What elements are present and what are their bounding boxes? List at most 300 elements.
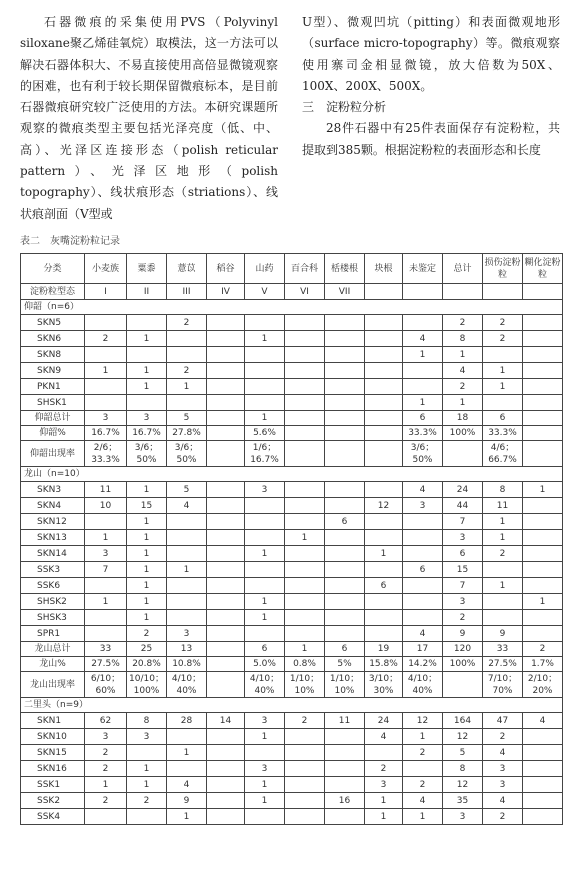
row-label: SKN3 <box>21 482 85 498</box>
table-cell <box>523 315 563 331</box>
row-label: SPR1 <box>21 626 85 642</box>
table-cell <box>523 745 563 761</box>
table-cell: 1 <box>443 395 483 411</box>
table-cell <box>127 347 167 363</box>
table-row <box>21 482 563 498</box>
table-cell: 4/10； 40% <box>167 672 207 698</box>
table-cell <box>167 347 207 363</box>
table-row <box>21 594 563 610</box>
table-cell <box>365 331 403 347</box>
table-cell <box>403 514 443 530</box>
table-cell <box>523 347 563 363</box>
total-row <box>21 411 563 426</box>
table-cell: 1 <box>245 546 285 562</box>
table-cell: 13 <box>167 642 207 657</box>
table-cell: 18 <box>443 411 483 426</box>
table-cell: 9 <box>443 626 483 642</box>
table-cell: 33.3% <box>483 426 523 441</box>
row-label: 龙山% <box>21 657 85 672</box>
table-row <box>21 610 563 626</box>
table-row <box>21 713 563 729</box>
table-cell: VI <box>285 284 325 300</box>
table-cell: 15 <box>127 498 167 514</box>
table-cell <box>127 315 167 331</box>
table-cell: 8 <box>443 761 483 777</box>
table-cell: 33 <box>483 642 523 657</box>
table-cell: 7/10； 70% <box>483 672 523 698</box>
row-label: SSK6 <box>21 578 85 594</box>
table-cell: 3 <box>167 626 207 642</box>
table-cell: 1 <box>127 761 167 777</box>
table-cell: 4 <box>403 331 443 347</box>
table-cell: 11 <box>85 482 127 498</box>
table-cell <box>285 761 325 777</box>
table-cell <box>207 761 245 777</box>
table-cell <box>443 284 483 300</box>
table-cell <box>483 395 523 411</box>
table-cell: 4 <box>167 777 207 793</box>
table-cell <box>523 729 563 745</box>
table-cell: 6 <box>403 562 443 578</box>
table-cell <box>523 530 563 546</box>
table-cell: 6 <box>483 411 523 426</box>
table-cell: 1 <box>285 530 325 546</box>
table-cell: 1 <box>403 729 443 745</box>
table-cell <box>483 284 523 300</box>
percent-row <box>21 426 563 441</box>
table-row <box>21 514 563 530</box>
table-cell <box>207 642 245 657</box>
table-cell <box>365 315 403 331</box>
table-cell: 12 <box>443 729 483 745</box>
table-cell: 1 <box>127 331 167 347</box>
table-cell <box>523 331 563 347</box>
table-cell <box>325 562 365 578</box>
table-cell <box>207 793 245 809</box>
percent-row <box>21 657 563 672</box>
table-cell: 1/10； 10% <box>285 672 325 698</box>
table-cell <box>245 809 285 825</box>
row-label: SKN6 <box>21 331 85 347</box>
table-cell <box>207 809 245 825</box>
table-cell: 6 <box>325 514 365 530</box>
table-cell: 8 <box>483 482 523 498</box>
table-row <box>21 809 563 825</box>
table-cell <box>207 562 245 578</box>
table-cell <box>245 347 285 363</box>
table-cell <box>285 395 325 411</box>
table-cell: 28 <box>167 713 207 729</box>
table-row <box>21 395 563 411</box>
table-cell: 100% <box>443 657 483 672</box>
table-cell <box>167 514 207 530</box>
table-cell: 3 <box>245 761 285 777</box>
table-row <box>21 729 563 745</box>
table-cell <box>523 514 563 530</box>
table-cell: 1 <box>483 578 523 594</box>
table-cell: 1 <box>85 363 127 379</box>
table-cell <box>325 347 365 363</box>
table-cell: 6 <box>365 578 403 594</box>
table-cell: 2/6； 33.3% <box>85 441 127 467</box>
table-cell: 100% <box>443 426 483 441</box>
table-cell <box>325 395 365 411</box>
table-cell: 4 <box>403 793 443 809</box>
table-cell <box>285 610 325 626</box>
row-label: SHSK1 <box>21 395 85 411</box>
row-label: 龙山出现率 <box>21 672 85 698</box>
table-cell: 3 <box>443 594 483 610</box>
table-cell <box>325 363 365 379</box>
table-cell <box>365 562 403 578</box>
table-cell <box>285 347 325 363</box>
table-cell <box>127 809 167 825</box>
table-cell: 164 <box>443 713 483 729</box>
table-cell <box>285 411 325 426</box>
table-cell: 3/10； 30% <box>365 672 403 698</box>
table-cell: 2 <box>85 761 127 777</box>
table-cell: 24 <box>443 482 483 498</box>
table-cell: 2 <box>85 793 127 809</box>
table-cell: 4 <box>483 745 523 761</box>
table-cell: 14 <box>207 713 245 729</box>
table-cell: 2 <box>483 331 523 347</box>
table-cell <box>483 347 523 363</box>
table-cell: I <box>85 284 127 300</box>
row-label: SKN16 <box>21 761 85 777</box>
table-caption: 表二 灰嘴淀粉粒记录 <box>20 236 120 247</box>
table-cell <box>207 546 245 562</box>
table-cell <box>127 395 167 411</box>
table-row <box>21 745 563 761</box>
table-cell <box>207 514 245 530</box>
table-cell <box>207 777 245 793</box>
table-cell: 24 <box>365 713 403 729</box>
table-cell: 1 <box>127 482 167 498</box>
table-cell <box>167 729 207 745</box>
table-cell: 块根 <box>365 254 403 284</box>
table-cell: 1 <box>285 642 325 657</box>
table-cell: 1 <box>127 546 167 562</box>
table-cell: 27.5% <box>85 657 127 672</box>
table-cell <box>207 411 245 426</box>
table-cell: 2 <box>443 315 483 331</box>
table-cell <box>403 546 443 562</box>
table-cell: 33.3% <box>403 426 443 441</box>
table-cell <box>523 379 563 395</box>
table-cell: 1 <box>167 809 207 825</box>
row-label: 龙山总计 <box>21 642 85 657</box>
starch-grain-table <box>20 253 563 825</box>
row-label: SKN4 <box>21 498 85 514</box>
table-cell <box>207 594 245 610</box>
table-cell: 11 <box>483 498 523 514</box>
table-cell: 120 <box>443 642 483 657</box>
table-cell: 6 <box>325 642 365 657</box>
table-cell: 2 <box>483 729 523 745</box>
total-row <box>21 642 563 657</box>
table-cell <box>523 626 563 642</box>
table-cell: 3/6； 50% <box>167 441 207 467</box>
row-label: PKN1 <box>21 379 85 395</box>
table-cell <box>285 578 325 594</box>
table-cell: 1 <box>245 610 285 626</box>
table-cell <box>127 745 167 761</box>
row-label: SSK4 <box>21 809 85 825</box>
table-cell <box>285 793 325 809</box>
table-cell <box>523 610 563 626</box>
row-label: SKN5 <box>21 315 85 331</box>
table-row <box>21 498 563 514</box>
table-cell: 1 <box>85 777 127 793</box>
table-cell: V <box>245 284 285 300</box>
row-label: SHSK2 <box>21 594 85 610</box>
table-cell <box>207 626 245 642</box>
table-cell: 1 <box>127 578 167 594</box>
table-cell: 62 <box>85 713 127 729</box>
table-row <box>21 315 563 331</box>
table-cell: 1 <box>365 793 403 809</box>
table-cell: 17 <box>403 642 443 657</box>
table-cell: 2 <box>85 745 127 761</box>
table-cell <box>325 482 365 498</box>
table-cell: 1 <box>245 729 285 745</box>
row-label: SKN14 <box>21 546 85 562</box>
table-cell <box>523 809 563 825</box>
table-cell: 1 <box>245 777 285 793</box>
table-cell: 4 <box>443 363 483 379</box>
table-cell <box>207 482 245 498</box>
table-cell: 3 <box>127 729 167 745</box>
table-cell: 1 <box>523 594 563 610</box>
table-cell <box>207 441 245 467</box>
table-cell <box>365 363 403 379</box>
row-label: 仰韶% <box>21 426 85 441</box>
table-cell: 2 <box>523 642 563 657</box>
row-label: SKN1 <box>21 713 85 729</box>
table-cell: 1 <box>127 379 167 395</box>
occurrence-row <box>21 672 563 698</box>
table-cell <box>325 578 365 594</box>
table-cell <box>85 578 127 594</box>
table-cell <box>245 626 285 642</box>
table-cell: 总计 <box>443 254 483 284</box>
table-cell: 1 <box>443 347 483 363</box>
row-label: 淀粉粒型态 <box>21 284 85 300</box>
table-cell: 1 <box>403 347 443 363</box>
table-cell: 33 <box>85 642 127 657</box>
table-cell <box>207 530 245 546</box>
table-cell <box>245 315 285 331</box>
table-cell <box>207 672 245 698</box>
table-cell <box>523 284 563 300</box>
table-cell: 5.0% <box>245 657 285 672</box>
table-cell: 12 <box>365 498 403 514</box>
table-cell <box>523 578 563 594</box>
table-cell <box>325 745 365 761</box>
table-cell <box>523 395 563 411</box>
table-cell: 4 <box>523 713 563 729</box>
table-cell: 损伤淀粉粒 <box>483 254 523 284</box>
table-cell: 2 <box>365 761 403 777</box>
table-cell <box>365 441 403 467</box>
table-cell: 1 <box>245 594 285 610</box>
table-cell <box>285 745 325 761</box>
table-cell <box>285 441 325 467</box>
table-cell: 稻谷 <box>207 254 245 284</box>
table-cell: 3 <box>127 411 167 426</box>
table-cell: 5% <box>325 657 365 672</box>
table-cell: 5 <box>443 745 483 761</box>
table-cell <box>207 347 245 363</box>
table-cell: 4 <box>167 498 207 514</box>
table-cell: 1 <box>245 411 285 426</box>
table-cell: 3 <box>443 530 483 546</box>
table-cell: 6 <box>443 546 483 562</box>
table-cell: 3 <box>403 498 443 514</box>
table-cell <box>85 626 127 642</box>
table-cell <box>207 363 245 379</box>
table-cell: 2 <box>403 777 443 793</box>
table-cell: 2 <box>443 610 483 626</box>
table-cell <box>85 809 127 825</box>
table-cell: 19 <box>365 642 403 657</box>
table-cell <box>207 426 245 441</box>
row-label: SSK2 <box>21 793 85 809</box>
table-cell <box>365 482 403 498</box>
table-cell <box>325 546 365 562</box>
table-cell: VII <box>325 284 365 300</box>
table-cell: 1 <box>127 594 167 610</box>
table-cell <box>285 363 325 379</box>
group-title: 二里头（n=9） <box>21 698 563 713</box>
table-cell <box>167 546 207 562</box>
left-paragraph: 石器微痕的采集使用PVS（Polyvinyl siloxane聚乙烯硅氧烷）取模法，这一方法可以解决石器体积大、不易直接使用高倍显微镜观察的困难，也有利于较长期保留微痕标本，是目前石器微痕研究较广泛使用的方法。本研究课题所观察的微痕类型主要包括光泽亮度（低、中、高）、光泽区连接形态（polish reticular pattern）、光泽区地形（polish topography）、线状痕形态（striations）、线状痕剖面（V型或 <box>20 15 278 221</box>
table-cell: 11 <box>325 713 365 729</box>
table-cell: 1 <box>403 809 443 825</box>
table-cell <box>245 530 285 546</box>
table-cell: 12 <box>403 713 443 729</box>
table-cell <box>285 594 325 610</box>
table-cell <box>245 745 285 761</box>
table-cell: 3/6； 50% <box>403 441 443 467</box>
table-cell <box>403 379 443 395</box>
table-cell <box>285 562 325 578</box>
table-cell <box>365 426 403 441</box>
group-title-row <box>21 698 563 713</box>
table-cell: 1 <box>127 777 167 793</box>
row-label: 仰韶出现率 <box>21 441 85 467</box>
row-label: SHSK3 <box>21 610 85 626</box>
table-cell <box>325 498 365 514</box>
table-cell <box>523 441 563 467</box>
group-title: 龙山（n=10） <box>21 467 563 482</box>
table-cell: 7 <box>85 562 127 578</box>
table-cell <box>167 594 207 610</box>
table-cell: 2 <box>167 363 207 379</box>
table-cell: 2 <box>127 626 167 642</box>
occurrence-row <box>21 441 563 467</box>
table-cell <box>245 379 285 395</box>
table-cell: 6 <box>403 411 443 426</box>
table-row <box>21 347 563 363</box>
table-cell <box>325 379 365 395</box>
table-cell <box>365 594 403 610</box>
table-cell <box>207 379 245 395</box>
table-cell: 4/6； 66.7% <box>483 441 523 467</box>
table-cell <box>245 562 285 578</box>
right-paragraph-1: U型）、微观凹坑（pitting）和表面微观地形（surface micro-topography）等。微痕观察使用寨司金相显微镜，放大倍数为50X、100X、200X、500X。 <box>302 15 560 93</box>
table-cell <box>85 514 127 530</box>
table-cell <box>285 498 325 514</box>
table-cell <box>85 610 127 626</box>
table-row <box>21 363 563 379</box>
table-cell: 7 <box>443 514 483 530</box>
table-cell: 1 <box>85 594 127 610</box>
table-cell: 10/10； 100% <box>127 672 167 698</box>
table-cell: 8 <box>443 331 483 347</box>
table-cell: 15.8% <box>365 657 403 672</box>
table-cell <box>285 626 325 642</box>
table-cell: 5 <box>167 411 207 426</box>
table-cell <box>403 610 443 626</box>
table-cell <box>325 426 365 441</box>
type-row <box>21 284 563 300</box>
table-cell: II <box>127 284 167 300</box>
table-cell <box>523 761 563 777</box>
table-cell <box>365 347 403 363</box>
table-cell <box>285 777 325 793</box>
table-cell <box>245 363 285 379</box>
table-cell <box>207 729 245 745</box>
table-cell <box>403 594 443 610</box>
table-cell <box>85 379 127 395</box>
table-cell: 2 <box>127 793 167 809</box>
table-cell: 3 <box>483 777 523 793</box>
table-cell <box>365 411 403 426</box>
table-cell: 3 <box>245 713 285 729</box>
table-cell: 1/6； 16.7% <box>245 441 285 467</box>
table-cell <box>365 745 403 761</box>
table-row <box>21 793 563 809</box>
table-cell <box>523 498 563 514</box>
header-row <box>21 254 563 284</box>
table-cell: 1 <box>127 562 167 578</box>
table-cell <box>207 657 245 672</box>
table-cell: 3 <box>483 761 523 777</box>
table-cell: 7 <box>443 578 483 594</box>
group-title-row <box>21 467 563 482</box>
table-cell: 8 <box>127 713 167 729</box>
table-cell <box>285 331 325 347</box>
table-cell: 10 <box>85 498 127 514</box>
table-cell <box>325 315 365 331</box>
table-cell: 47 <box>483 713 523 729</box>
table-cell: 16.7% <box>127 426 167 441</box>
table-cell: 1 <box>167 379 207 395</box>
table-cell: 1/10； 10% <box>325 672 365 698</box>
table-cell: 3 <box>443 809 483 825</box>
table-cell <box>167 395 207 411</box>
table-cell: 小麦族 <box>85 254 127 284</box>
table-cell <box>207 331 245 347</box>
table-cell: 1 <box>483 363 523 379</box>
table-cell <box>403 530 443 546</box>
table-cell <box>483 562 523 578</box>
table-cell: 16 <box>325 793 365 809</box>
table-cell <box>523 411 563 426</box>
table-cell: 1 <box>127 514 167 530</box>
